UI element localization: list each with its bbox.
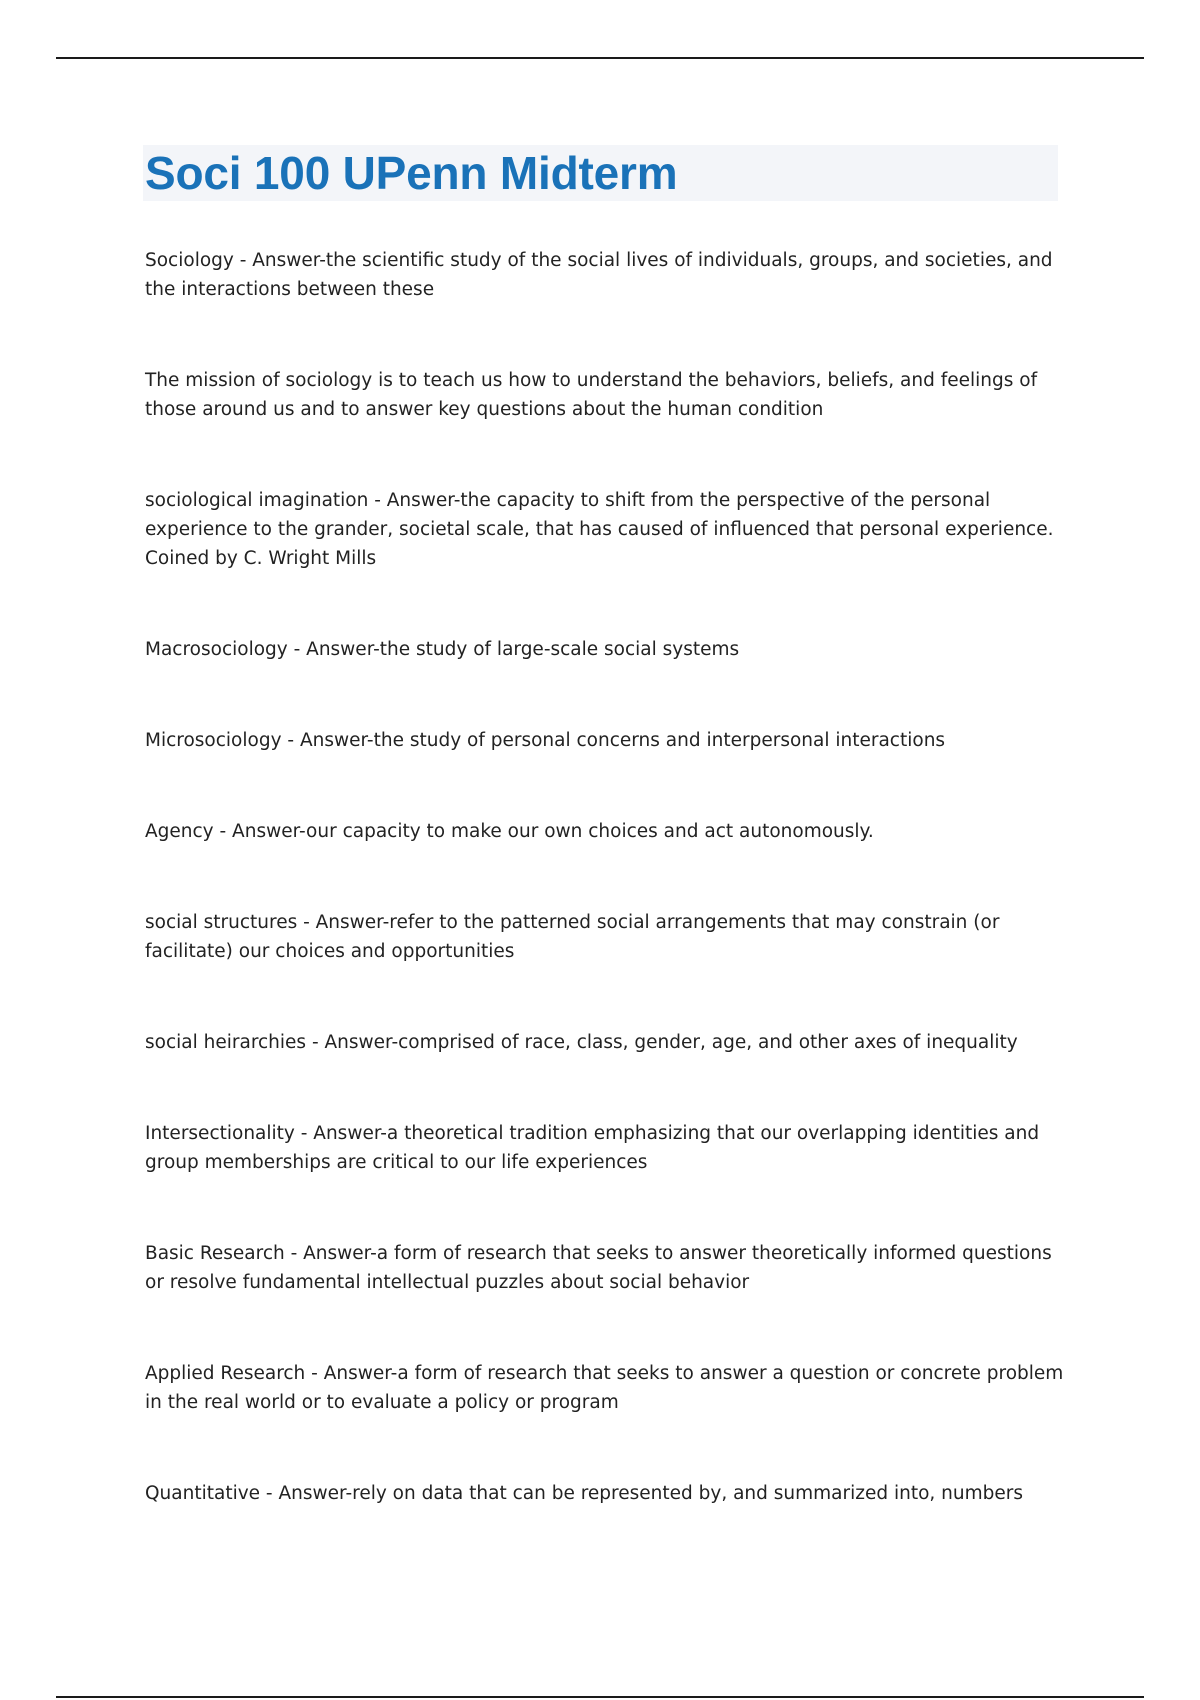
entry-social-heirarchies: social heirarchies - Answer-comprised of race, class, gender, age, and other axes of inequality [145, 1032, 1018, 1053]
entry-intersectionality: Intersectionality - Answer-a theoretical tradition emphasizing that our overlapping identities and group memberships are critical to our life experiences [145, 1123, 1040, 1173]
entry-applied-research: Applied Research - Answer-a form of research that seeks to answer a question or concrete problem in the real world or to evaluate a policy or program [145, 1363, 1064, 1413]
entry-mission-of-sociology: The mission of sociology is to teach us how to understand the behaviors, beliefs, and feelings of those around us and to answer key questions about the human condition [145, 370, 1038, 420]
footer-rule [56, 1696, 1144, 1698]
entry-social-structures: social structures - Answer-refer to the patterned social arrangements that may constrain (or facilitate) our choices and opportunities [145, 912, 1000, 962]
entry-microsociology: Microsociology - Answer-the study of personal concerns and interpersonal interactions [145, 730, 946, 751]
entry-sociological-imagination: sociological imagination - Answer-the capacity to shift from the perspective of the personal experience to the grander, societal scale, that has caused of influenced that personal experience. Coined by C. Wright Mills [145, 490, 1054, 569]
entry-macrosociology: Macrosociology - Answer-the study of large-scale social systems [145, 639, 740, 660]
header-rule [56, 57, 1144, 59]
page-title: Soci 100 UPenn Midterm [145, 147, 678, 199]
entry-basic-research: Basic Research - Answer-a form of research that seeks to answer theoretically informed questions or resolve fundamental intellectual puzzles about social behavior [145, 1243, 1052, 1293]
entry-agency: Agency - Answer-our capacity to make our own choices and act autonomously. [145, 821, 874, 842]
entry-quantitative: Quantitative - Answer-rely on data that can be represented by, and summarized into, numbers [145, 1483, 1024, 1504]
entry-sociology: Sociology - Answer-the scientific study of the social lives of individuals, groups, and societies, and the interactions between these [145, 250, 1053, 300]
entry-list [145, 246, 1065, 1508]
